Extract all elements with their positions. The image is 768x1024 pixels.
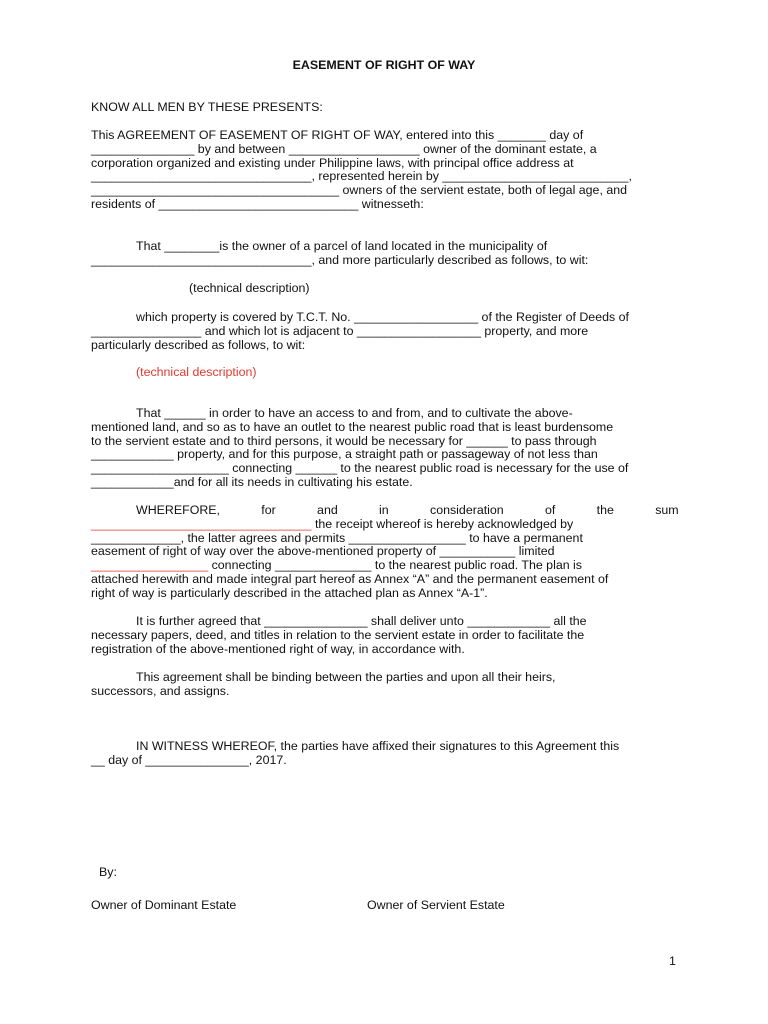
text-line: ____________ property, and for this purpose, a straight path or passageway of not less than [91, 447, 598, 462]
text-line: This AGREEMENT OF EASEMENT OF RIGHT OF WAY, entered into this _______ day of [91, 128, 584, 142]
text-line: successors, and assigns. [91, 683, 230, 698]
red-blank: _________________ [91, 558, 209, 573]
text-line: easement of right of way over the above-mentioned property of ___________ limited [91, 544, 555, 559]
technical-description-1: (technical description) [189, 281, 310, 295]
agreement-paragraph [91, 129, 677, 212]
text-line: ________________ and which lot is adjacent to __________________ property, and more [91, 323, 589, 338]
owner-paragraph [91, 240, 677, 268]
text-line: That ______ in order to have an access to and from, and to cultivate the above- [136, 406, 573, 420]
red-blank: ________________________________ [91, 516, 312, 531]
text-line: attached herewith and made integral part hereof as Annex “A” and the permanent easement of [91, 571, 609, 586]
text-line: ____________and for all its needs in cultivating his estate. [91, 474, 413, 489]
text-line: registration of the above-mentioned right of way, in accordance with. [91, 641, 465, 656]
text-segment: the receipt whereof is hereby acknowledged by [311, 516, 574, 531]
text-line: residents of _____________________________ witnesseth: [91, 196, 424, 211]
document-title: EASEMENT OF RIGHT OF WAY [292, 58, 476, 72]
dominant-estate-signature-label: Owner of Dominant Estate [91, 898, 237, 912]
servient-estate-signature-label: Owner of Servient Estate [367, 898, 505, 912]
page-number: 1 [669, 954, 676, 968]
further-agreed-paragraph [91, 615, 677, 656]
text-line: _______________ by and between ___________________ owner of the dominant estate, a [91, 141, 597, 156]
wherefore-paragraph [91, 504, 677, 601]
text-line: ____________________ connecting ______ to the nearest public road is necessary for the use of [91, 461, 629, 476]
text-line: ________________________________, represented herein by ___________________________, [91, 169, 632, 184]
text-line [91, 559, 677, 573]
text-line: __ day of _______________, 2017. [91, 752, 287, 767]
property-paragraph [91, 311, 677, 352]
text-line: necessary papers, deed, and titles in relation to the servient estate in order to facilitate the [91, 627, 585, 642]
text-line: It is further agreed that _______________ shall deliver unto ____________ all the [136, 614, 587, 628]
text-line [91, 518, 677, 532]
witness-paragraph [91, 740, 677, 768]
text-line: to the servient estate and to third persons, it would be necessary for ______ to pass through [91, 433, 597, 448]
text-line: ____________________________________ owners of the servient estate, both of legal age, and [91, 183, 628, 198]
text-line: particularly described as follows, to wit: [91, 337, 306, 352]
text-line: mentioned land, and so as to have an outlet to the nearest public road that is least burdensome [91, 419, 614, 434]
text-line: That ________is the owner of a parcel of land located in the municipality of [136, 239, 548, 253]
text-line: which property is covered by T.C.T. No. __________________ of the Register of Deeds of [136, 310, 629, 324]
by-label: By: [99, 865, 117, 879]
text-line: _____________, the latter agrees and permits _________________ to have a permanent [91, 530, 583, 545]
text-line: ________________________________, and more particularly described as follows, to wit: [91, 252, 589, 267]
access-paragraph [91, 407, 677, 490]
binding-paragraph [91, 671, 677, 699]
text-line: right of way is particularly described in the attached plan as Annex “A-1”. [91, 585, 488, 600]
text-segment: connecting ______________ to the nearest public road. The plan is [208, 558, 582, 573]
text-line: corporation organized and existing under Philippine laws, with principal office address at [91, 155, 574, 170]
know-all-heading: KNOW ALL MEN BY THESE PRESENTS: [91, 100, 323, 114]
text-line: WHEREFORE, for and in consideration of the sum [136, 503, 679, 517]
text-line: This agreement shall be binding between the parties and upon all their heirs, [136, 670, 556, 684]
technical-description-2: (technical description) [136, 365, 257, 379]
text-line: IN WITNESS WHEREOF, the parties have affixed their signatures to this Agreement this [136, 739, 620, 753]
